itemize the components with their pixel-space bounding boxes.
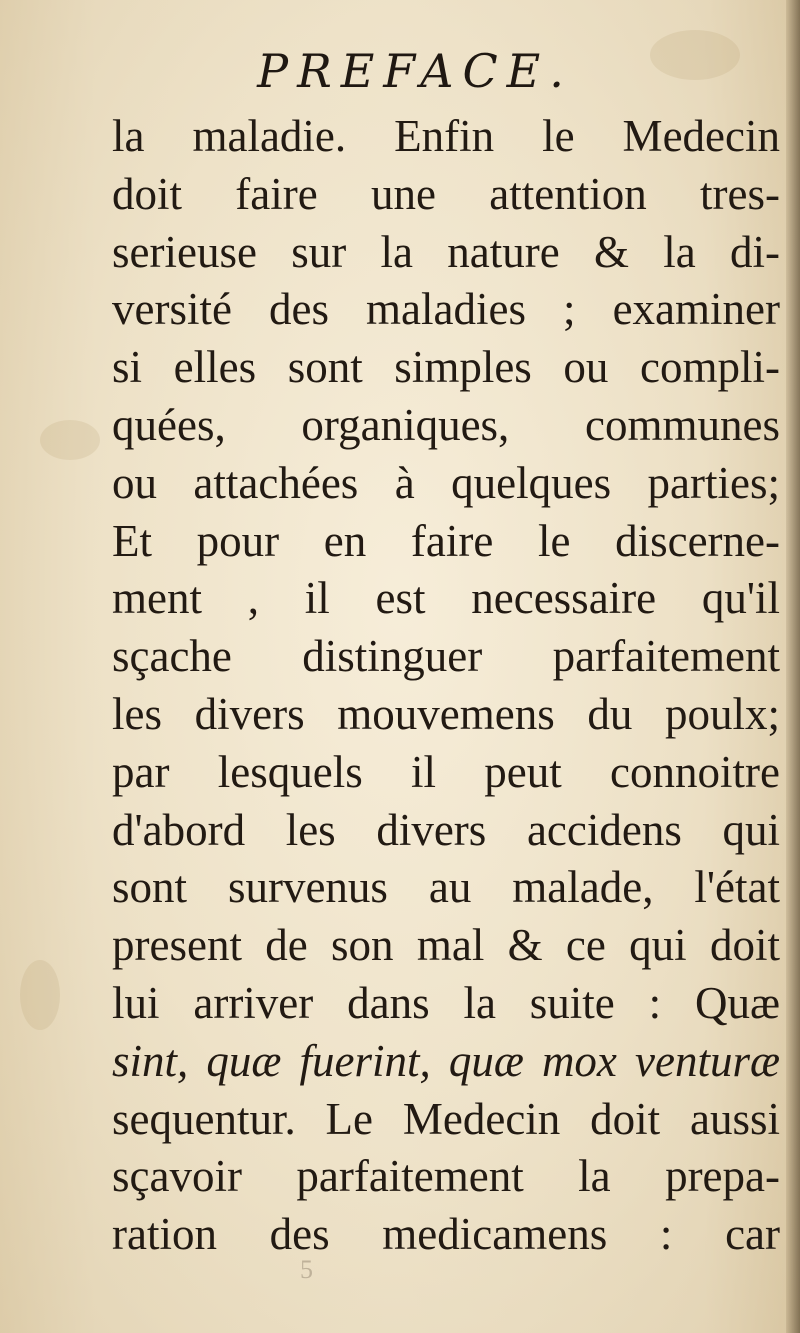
paper-stain <box>40 420 100 460</box>
text-line: sequentur. Le Medecin doit aussi <box>112 1093 780 1144</box>
page-gutter-shadow <box>786 0 800 1333</box>
body-text <box>112 108 780 1264</box>
text-line: par lesquels il peut connoitre <box>112 746 780 797</box>
text-line: si elles sont simples ou compli- <box>112 342 780 393</box>
text-line: present de son mal & ce qui doit <box>112 920 780 971</box>
text-line: d'abord les divers accidens qui <box>112 804 780 855</box>
text-line: sçavoir parfaitement la prepa- <box>112 1151 780 1202</box>
text-line: versité des maladies ; examiner <box>112 284 780 335</box>
text-line: lui arriver dans la suite : Quæ <box>112 977 780 1028</box>
text-line: quées, organiques, communes <box>112 399 780 450</box>
text-line: ration des medicamens : car <box>112 1209 780 1260</box>
text-line: la maladie. Enfin le Medecin <box>112 111 780 161</box>
text-line-latin-quote: sint, quæ fuerint, quæ mox venturæ <box>112 1035 780 1086</box>
text-line: ment , il est necessaire qu'il <box>112 573 780 624</box>
text-line: Et pour en faire le discerne- <box>112 515 780 566</box>
text-line: sçache distinguer parfaitement <box>112 631 780 682</box>
running-header: PREFACE. <box>257 44 573 98</box>
text-line: ou attachées à quelques parties; <box>112 457 780 508</box>
text-line: les divers mouvemens du poulx; <box>112 688 780 739</box>
text-line: sont survenus au malade, l'état <box>112 862 780 913</box>
text-line: serieuse sur la nature & la di- <box>112 226 780 277</box>
paper-stain <box>20 960 60 1030</box>
signature-mark: 5 <box>300 1255 313 1284</box>
text-line: doit faire une attention tres- <box>112 168 780 219</box>
